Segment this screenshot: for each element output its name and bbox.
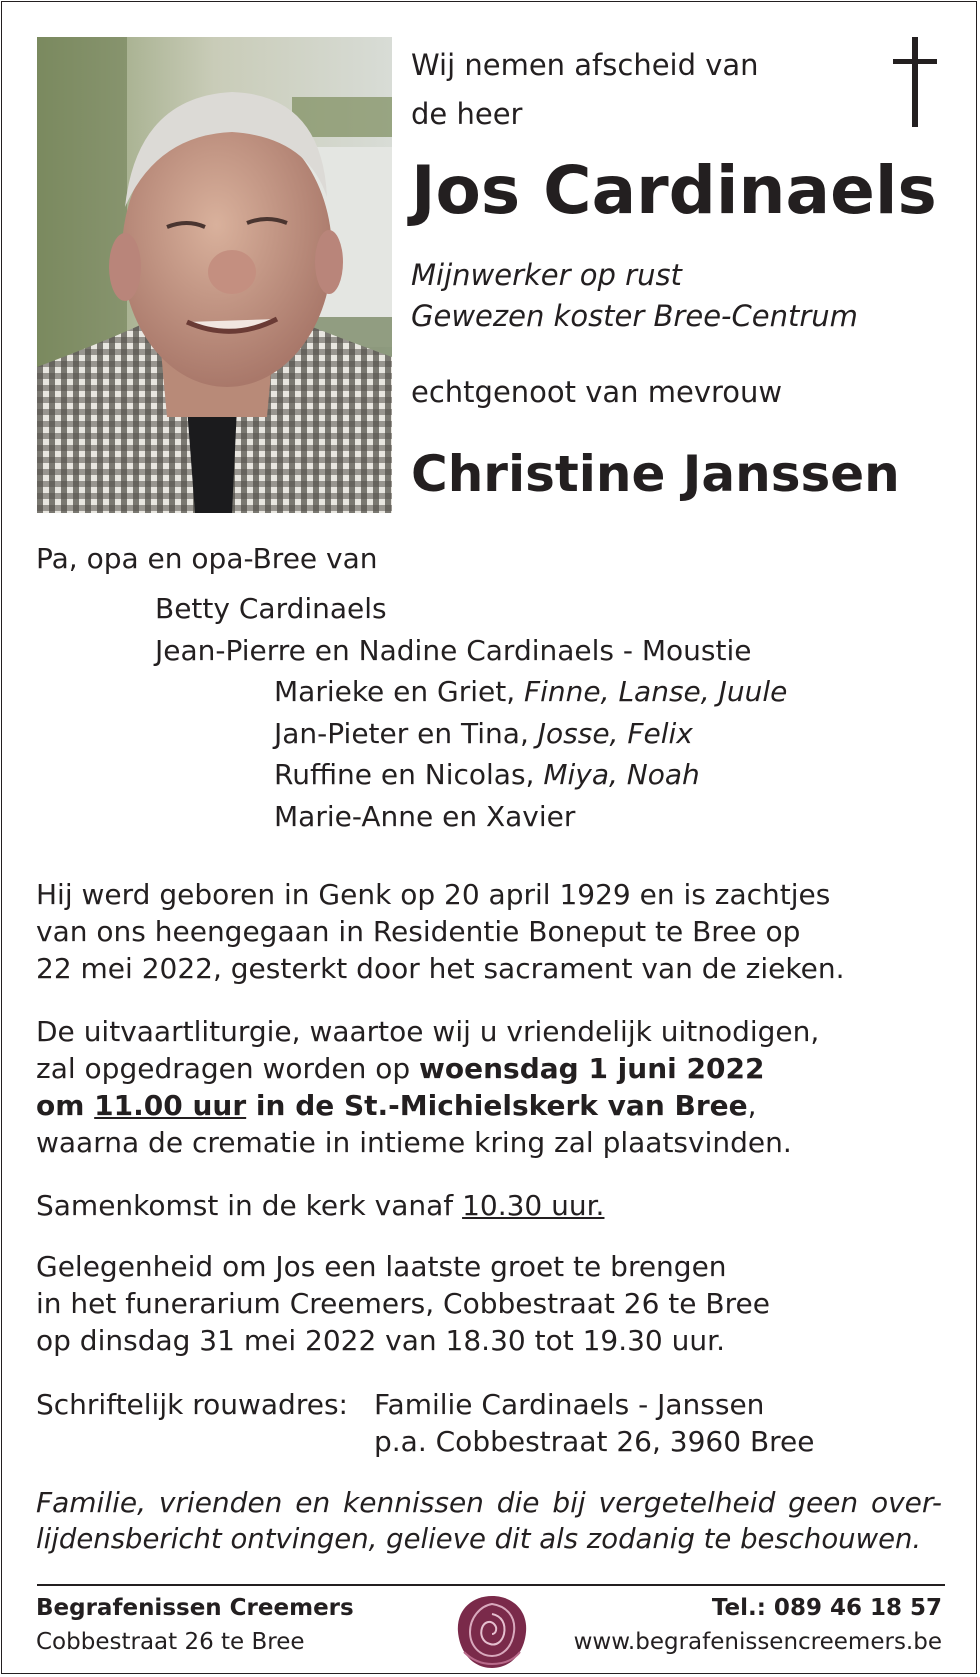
viewing-line-2: in het funerarium Creemers, Cobbestraat 26 te Bree [36,1287,770,1320]
funeral-line-4: waarna de crematie in intieme kring zal plaatsvinden. [36,1126,792,1159]
spouse-intro: echtgenoot van mevrouw [411,375,783,409]
company-phone: Tel.: 089 46 18 57 [711,1595,942,1621]
grandchild-names: Marie-Anne en Xavier [274,800,576,833]
birth-line-3: 22 mei 2022, gesterkt door het sacrament van de zieken. [36,952,845,985]
grandchild-line-2 [274,715,693,752]
funeral-om: om [36,1089,95,1122]
company-name: Begrafenissen Creemers [36,1595,354,1621]
notice-line-2: lijdensbericht ontvingen, gelieve dit als zodanig te beschouwen. [36,1523,922,1555]
funeral-line-3 [36,1087,757,1124]
grandchild-names: Ruffine en Nicolas, [274,758,544,791]
family-intro: Pa, opa en opa-Bree van [36,542,378,575]
company-street: Cobbestraat 26 te Bree [36,1629,305,1655]
grandchild-line-3 [274,756,700,793]
spouse-name: Christine Janssen [411,445,900,503]
obituary-card [1,1,977,1674]
company-website[interactable]: www.begrafenissencreemers.be [573,1629,942,1655]
rose-icon [454,1592,530,1672]
viewing-line-3: op dinsdag 31 mei 2022 van 18.30 tot 19.30 uur. [36,1324,725,1357]
funeral-line-2 [36,1050,764,1087]
viewing-line-1: Gelegenheid om Jos een laatste groet te brengen [36,1250,727,1283]
gathering-prefix: Samenkomst in de kerk vanaf [36,1189,463,1222]
funeral-prefix: zal opgedragen worden op [36,1052,420,1085]
cross-icon [893,37,937,127]
notice-line-1: Familie, vrienden en kennissen die bij vergetelheid geen over- [36,1486,942,1519]
birth-line-1: Hij werd geboren in Genk op 20 april 1929 en is zachtjes [36,878,831,911]
great-grandchildren: Miya, Noah [543,758,700,791]
footer-divider [37,1584,945,1586]
deceased-name: Jos Cardinaels [411,152,937,229]
grandchild-line-1 [274,673,787,710]
grandchild-names: Jan-Pieter en Tina, [274,717,538,750]
title-line-2: Gewezen koster Bree-Centrum [411,299,858,333]
intro-line-2: de heer [411,97,523,131]
funeral-time: 11.00 uur [94,1089,247,1122]
address-line-1: Familie Cardinaels - Janssen [374,1388,765,1421]
grandchild-names: Marieke en Griet, [274,675,525,708]
gathering-time: 10.30 uur. [462,1189,605,1222]
title-line-1: Mijnwerker op rust [411,258,682,292]
great-grandchildren: Finne, Lanse, Juule [524,675,788,708]
gathering-line [36,1187,604,1224]
child-1: Betty Cardinaels [155,592,387,625]
great-grandchildren: Josse, Felix [537,717,693,750]
address-line-2: p.a. Cobbestraat 26, 3960 Bree [374,1425,815,1458]
portrait-illustration [37,37,392,513]
funeral-date: woensdag 1 juni 2022 [419,1052,765,1085]
grandchild-line-4 [274,798,575,835]
address-label: Schriftelijk rouwadres: [36,1388,348,1421]
intro-line-1: Wij nemen afscheid van [411,48,759,82]
funeral-line-1: De uitvaartliturgie, waartoe wij u vriendelijk uitnodigen, [36,1015,820,1048]
portrait-photo [37,37,392,513]
funeral-place: in de St.-Michielskerk van Bree [246,1089,748,1122]
child-2: Jean-Pierre en Nadine Cardinaels - Moustie [155,634,752,667]
funeral-comma: , [747,1089,757,1122]
birth-line-2: van ons heengegaan in Residentie Boneput te Bree op [36,915,801,948]
